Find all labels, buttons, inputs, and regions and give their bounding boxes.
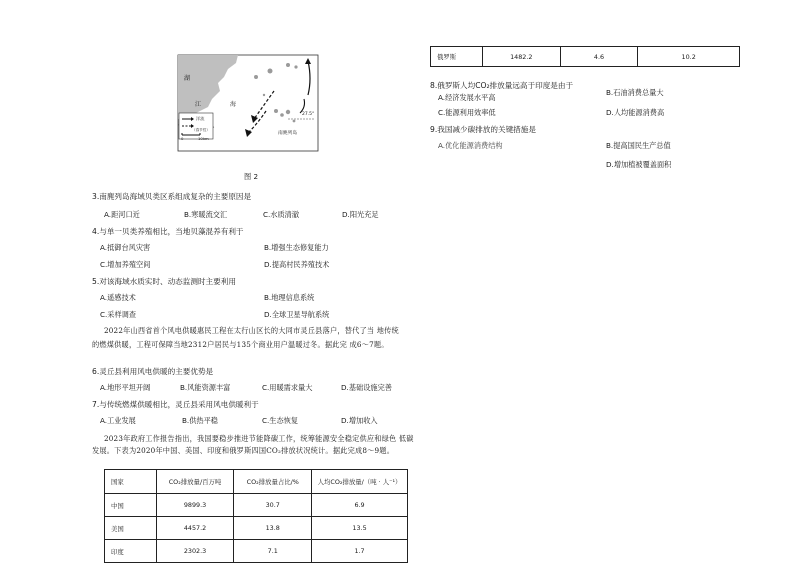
header-emission: CO₂排放量/百万吨 xyxy=(156,470,234,494)
legend-current-label: 洋流 xyxy=(196,116,205,121)
q5-option-d: D.全球卫星导航系统 xyxy=(264,310,330,319)
cell-share: 4.6 xyxy=(560,47,638,67)
cell-emission: 4457.2 xyxy=(156,517,234,540)
map-figure xyxy=(178,55,318,151)
q6-option-a: A.地形平坦开阔 xyxy=(100,383,151,392)
q8-stem: 8.俄罗斯人均CO₂排放量远高于印度是由于 xyxy=(430,81,574,90)
cell-country: 俄罗斯 xyxy=(431,47,483,67)
table-row xyxy=(431,47,740,67)
header-country: 国家 xyxy=(105,470,157,494)
q7-option-b: B.供热平稳 xyxy=(182,416,218,425)
q9-option-d: D.增加植被覆盖面积 xyxy=(606,160,672,169)
q4-option-b: B.增强生态修复能力 xyxy=(264,243,329,252)
header-share: CO₂排放量占比/% xyxy=(234,470,312,494)
q6-stem: 6.灵丘县利用风电供暖的主要优势是 xyxy=(92,367,214,376)
cell-country: 中国 xyxy=(105,494,157,517)
header-per-capita: 人均CO₂排放量/（吨 · 人⁻¹） xyxy=(312,470,408,494)
co2-table xyxy=(104,469,408,563)
table-row xyxy=(105,494,408,517)
q9-option-a: A.优化能源消费结构 xyxy=(438,141,503,150)
q4-option-a: A.抵御台风灾害 xyxy=(100,243,151,252)
cell-share: 7.1 xyxy=(234,540,312,563)
cell-country: 印度 xyxy=(105,540,157,563)
q5-stem: 5.对该海域水质实时、动态监测时主要利用 xyxy=(92,277,236,286)
co2-table-continued xyxy=(430,46,740,67)
figure-caption: 图 2 xyxy=(244,172,259,181)
q7-option-c: C.生态恢复 xyxy=(262,416,299,425)
q3-option-d: D.阳光充足 xyxy=(342,210,379,219)
q3-option-c: C.水质清澈 xyxy=(263,210,300,219)
map-label-nanlu: 南麂列岛 xyxy=(278,131,298,136)
q7-stem: 7.与传统燃煤供暖相比，灵丘县采用风电供暖利于 xyxy=(92,400,259,409)
q8-option-a: A.经济发展水平高 xyxy=(438,93,496,102)
table-header-row xyxy=(105,470,408,494)
cell-per-capita: 1.7 xyxy=(312,540,408,563)
cell-per-capita: 6.9 xyxy=(312,494,408,517)
cell-emission: 1482.2 xyxy=(482,47,560,67)
cell-share: 30.7 xyxy=(234,494,312,517)
cell-emission: 2302.3 xyxy=(156,540,234,563)
q6-option-d: D.基础设施完善 xyxy=(341,383,392,392)
map-label-lat: 27.5° xyxy=(302,112,315,117)
passage2-line2: 发展。下表为2020年中国、美国、印度和俄罗斯四国CO₂排放状况统计。据此完成8～9题。 xyxy=(92,446,395,455)
q9-stem: 9.我国减少碳排放的关键措施是 xyxy=(430,125,536,134)
passage2-line1: 2023年政府工作报告指出，我国要稳步推进节能降碳工作，统筹能源安全稳定供应和绿色 低碳 xyxy=(104,434,414,443)
cell-share: 13.8 xyxy=(234,517,312,540)
legend-season-label: （春节性） xyxy=(192,128,210,132)
q7-option-d: D.增加收入 xyxy=(341,416,378,425)
passage1-line1: 2022年山西省首个风电供暖惠民工程在太行山区长的大同市灵丘县落户，替代了当 地传统 xyxy=(104,326,399,335)
q9-option-b: B.提高国民生产总值 xyxy=(606,141,671,150)
q5-option-b: B.地理信息系统 xyxy=(264,293,315,302)
q3-option-a: A.距河口近 xyxy=(104,210,140,219)
q4-option-c: C.增加养殖空间 xyxy=(100,260,151,269)
q6-option-c: C.用暖需求量大 xyxy=(262,383,313,392)
q5-option-c: C.采样调查 xyxy=(100,310,137,319)
q6-option-b: B.风能资源丰富 xyxy=(180,383,231,392)
q8-option-c: C.能源利用效率低 xyxy=(438,108,496,117)
q8-option-b: B.石油消费总量大 xyxy=(606,88,664,97)
q3-stem: 3.南麂列岛海域贝类区系组成复杂的主要原因是 xyxy=(92,192,252,201)
q4-stem: 4.与单一贝类养殖相比，当地贝藻混养有利于 xyxy=(92,227,244,236)
cell-per-capita: 13.5 xyxy=(312,517,408,540)
scale-km: 10km xyxy=(198,136,209,141)
passage1-line2: 的燃煤供暖，工程可保障当地2312户居民与135个商业用户温暖过冬。据此完 成6～7题。 xyxy=(92,340,389,349)
q3-option-b: B.寒暖流交汇 xyxy=(184,210,228,219)
cell-per-capita: 10.2 xyxy=(638,47,740,67)
q8-option-d: D.人均能源消费高 xyxy=(606,108,665,117)
table-row xyxy=(105,540,408,563)
table-row xyxy=(105,517,408,540)
cell-country: 美国 xyxy=(105,517,157,540)
map-label-hai: 海 xyxy=(230,101,237,108)
q4-option-d: D.提高村民养殖技术 xyxy=(264,260,330,269)
cell-emission: 9899.3 xyxy=(156,494,234,517)
map-label-hu: 湖 xyxy=(184,75,191,82)
map-label-jiang: 江 xyxy=(195,101,202,108)
q7-option-a: A.工业发展 xyxy=(100,416,136,425)
q5-option-a: A.遥感技术 xyxy=(100,293,136,302)
scale-zero: 0 xyxy=(181,136,184,141)
